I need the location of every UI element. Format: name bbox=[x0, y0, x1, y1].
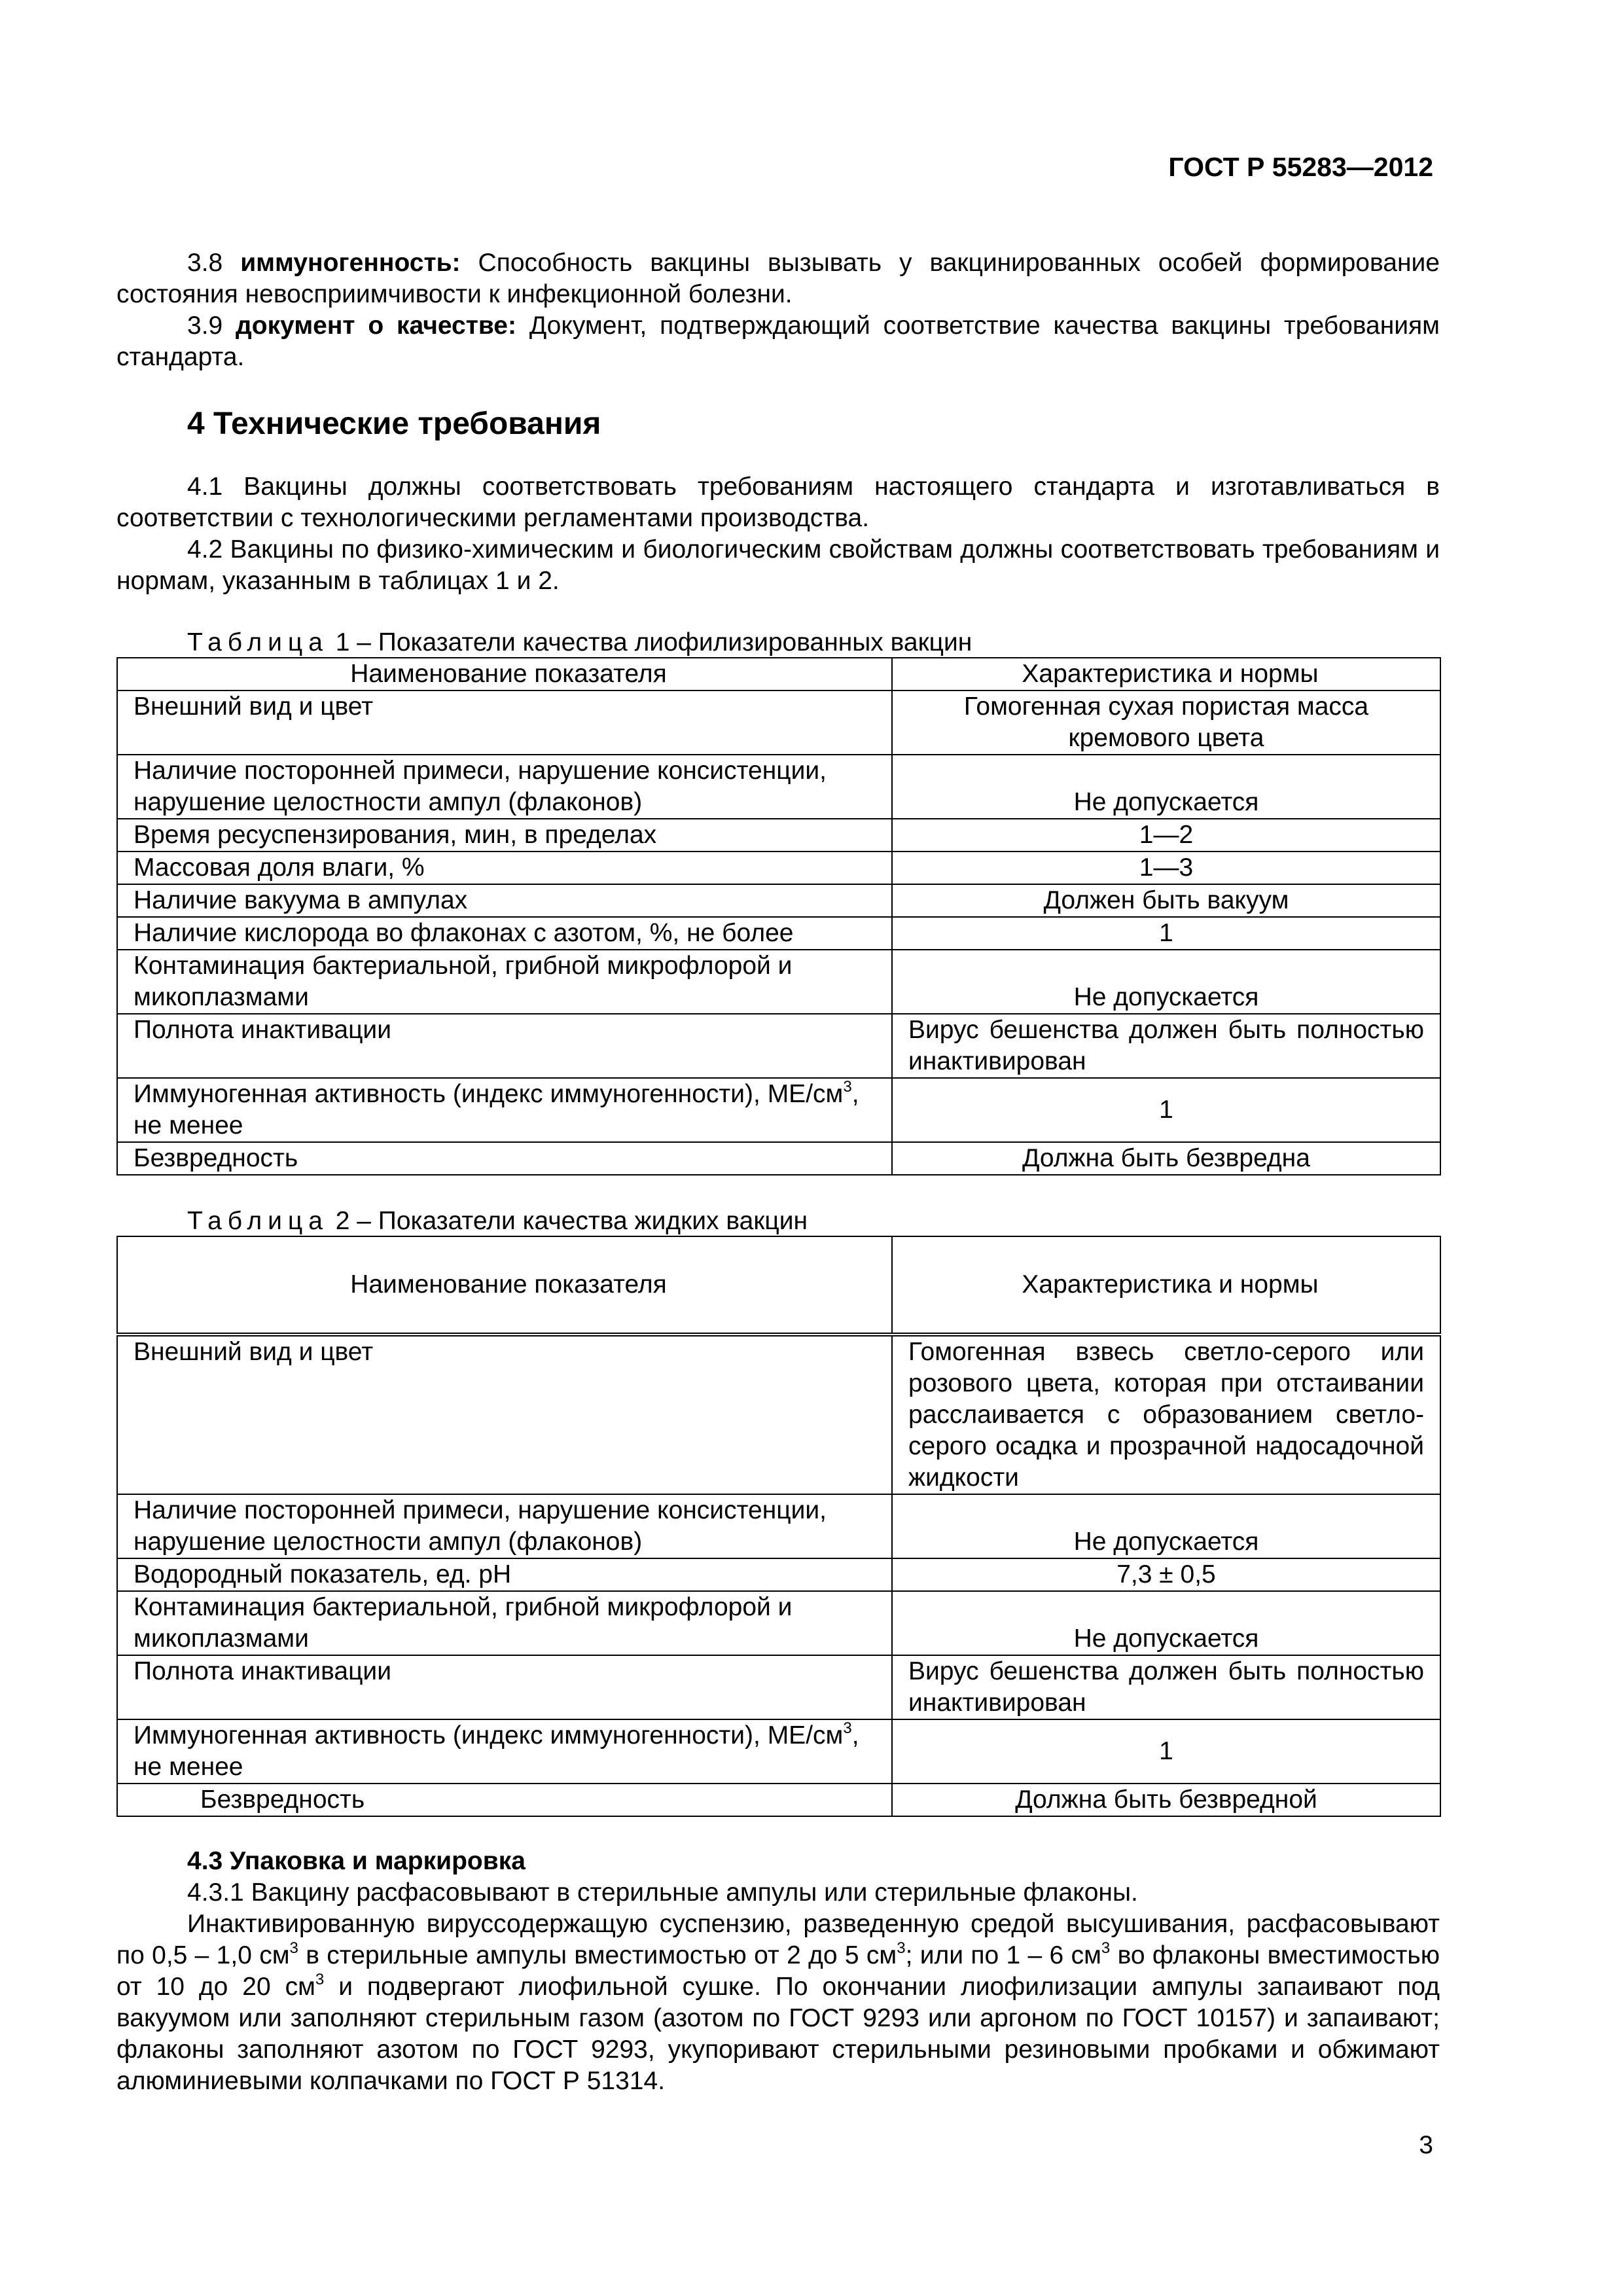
table-cell: 1—2 bbox=[892, 819, 1440, 852]
document-code: ГОСТ Р 55283—2012 bbox=[1168, 152, 1433, 182]
page-number: 3 bbox=[1419, 2131, 1433, 2159]
table-cell: Контаминация бактериальной, грибной микрофлорой и микоплазмами bbox=[117, 1591, 892, 1655]
table-cell: Не допускается bbox=[892, 755, 1440, 819]
cell-text: Иммуногенная активность (индекс иммуногенности), МЕ/см bbox=[134, 1721, 844, 1749]
table-caption-text: 1 – Показатели качества лиофилизированных вакцин bbox=[328, 628, 972, 656]
table-cell: Должна быть безвредна bbox=[892, 1142, 1440, 1175]
table-row bbox=[117, 917, 1440, 950]
table-row bbox=[117, 755, 1440, 819]
table-cell: Время ресуспензирования, мин, в пределах bbox=[117, 819, 892, 852]
table-cell: 1 bbox=[892, 1719, 1440, 1784]
table-cell: Не допускается bbox=[892, 1494, 1440, 1558]
table-cell: 1 bbox=[892, 917, 1440, 950]
paragraph-text: ; или по 1 – 6 см bbox=[905, 1941, 1101, 1969]
table-row bbox=[117, 1078, 1440, 1142]
table-row bbox=[117, 1494, 1440, 1558]
packaging-paragraph bbox=[116, 1909, 1440, 2097]
term: иммуногенность: bbox=[240, 249, 461, 277]
superscript: 3 bbox=[843, 1078, 852, 1096]
table-row bbox=[117, 1655, 1440, 1719]
cell-text: Иммуногенная активность (индекс иммуногенности), МЕ/см bbox=[134, 1080, 844, 1108]
table-cell: 7,3 ± 0,5 bbox=[892, 1558, 1440, 1591]
column-header: Характеристика и нормы bbox=[892, 658, 1440, 691]
superscript: 3 bbox=[1101, 1939, 1111, 1957]
table-cell: Безвредность bbox=[117, 1142, 892, 1175]
section-heading: 4 Технические требования bbox=[187, 406, 601, 441]
table-cell: Гомогенная взвесь светло-серого или розового цвета, которая при отстаивании расслаивается с образованием светло-серого осадка и прозрачной надосадочной жидкости bbox=[892, 1335, 1440, 1494]
table-cell: Наличие кислорода во флаконах с азотом, %, не более bbox=[117, 917, 892, 950]
table1 bbox=[116, 657, 1441, 1175]
column-header: Наименование показателя bbox=[117, 658, 892, 691]
table-cell: Безвредность bbox=[117, 1784, 892, 1816]
table-row bbox=[117, 884, 1440, 917]
table-cell: Внешний вид и цвет bbox=[117, 1335, 892, 1494]
table-row bbox=[117, 1014, 1440, 1078]
table-cell: Гомогенная сухая пористая масса кремового цвета bbox=[892, 691, 1440, 755]
table-row bbox=[117, 1784, 1440, 1816]
table-cell: Наличие посторонней примеси, нарушение консистенции, нарушение целостности ампул (флаконов) bbox=[117, 1494, 892, 1558]
definition-3-8 bbox=[116, 247, 1440, 310]
table-caption-text: 2 – Показатели качества жидких вакцин bbox=[328, 1207, 808, 1235]
table-header-row bbox=[117, 658, 1440, 691]
subsection-heading: 4.3 Упаковка и маркировка bbox=[187, 1847, 526, 1875]
table-cell: Вирус бешенства должен быть полностью инактивирован bbox=[892, 1655, 1440, 1719]
table-row bbox=[117, 819, 1440, 852]
definition-3-9 bbox=[116, 310, 1440, 373]
table-row bbox=[117, 1142, 1440, 1175]
superscript: 3 bbox=[315, 1971, 325, 1988]
superscript: 3 bbox=[897, 1939, 906, 1957]
clause-4-1: 4.1 Вакцины должны соответствовать требованиям настоящего стандарта и изготавливаться в соответствии с технологическими регламентами производства. bbox=[116, 473, 1440, 532]
table-row bbox=[117, 1335, 1440, 1494]
table-cell bbox=[117, 1719, 892, 1784]
table-word: Таблица bbox=[187, 1207, 329, 1235]
table-row bbox=[117, 1591, 1440, 1655]
clause-4-2: 4.2 Вакцины по физико-химическим и биологическим свойствам должны соответствовать требованиям и нормам, указанным в таблицах 1 и 2. bbox=[116, 535, 1440, 595]
cell-text: , не менее bbox=[134, 1080, 859, 1139]
paragraph-text: и подвергают лиофильной сушке. По окончании лиофилизации ампулы запаивают под вакуумом или заполняют стерильным газом (азотом по ГОСТ 9293 или аргоном по ГОСТ 10157) и запаивают; флаконы заполняют азотом по ГОСТ 9293, укупоривают стерильными резиновыми пробками и обжимают алюминиевыми колпачками по ГОСТ Р 51314. bbox=[116, 1973, 1440, 2095]
table-cell: Водородный показатель, ед. pH bbox=[117, 1558, 892, 1591]
table-row bbox=[117, 1719, 1440, 1784]
superscript: 3 bbox=[289, 1939, 298, 1957]
table-cell: Наличие вакуума в ампулах bbox=[117, 884, 892, 917]
table-cell bbox=[117, 1078, 892, 1142]
clause-number: 3.9 bbox=[187, 312, 223, 340]
table1-caption bbox=[116, 628, 1440, 657]
table-cell: Наличие посторонней примеси, нарушение консистенции, нарушение целостности ампул (флаконов) bbox=[117, 755, 892, 819]
definition-text: Способность вакцины вызывать у вакцинированных особей формирование состояния невосприимчивости к инфекционной болезни. bbox=[116, 249, 1440, 308]
table-row bbox=[117, 852, 1440, 884]
table-row bbox=[117, 950, 1440, 1014]
table-cell: 1—3 bbox=[892, 852, 1440, 884]
table-cell: Не допускается bbox=[892, 950, 1440, 1014]
table-cell: Полнота инактивации bbox=[117, 1014, 892, 1078]
term: документ о качестве: bbox=[236, 312, 516, 340]
table-cell: Полнота инактивации bbox=[117, 1655, 892, 1719]
table-row bbox=[117, 1558, 1440, 1591]
column-header: Характеристика и нормы bbox=[892, 1236, 1440, 1335]
document-body bbox=[116, 247, 1440, 2097]
paragraph-text: Инактивированную вируссодержащую суспензию, разведенную средой высушивания, расфасовывают по 0,5 – 1,0 см bbox=[116, 1910, 1440, 1969]
table-word: Таблица bbox=[187, 628, 329, 656]
superscript: 3 bbox=[843, 1719, 852, 1737]
table-cell: Не допускается bbox=[892, 1591, 1440, 1655]
table-cell: Массовая доля влаги, % bbox=[117, 852, 892, 884]
table2-caption bbox=[116, 1207, 1440, 1236]
table2 bbox=[116, 1236, 1441, 1817]
paragraph-text: во флаконы вместимостью от 10 до 20 см bbox=[116, 1941, 1440, 2001]
table-row bbox=[117, 691, 1440, 755]
table-cell: 1 bbox=[892, 1078, 1440, 1142]
paragraph-text: в стерильные ампулы вместимостью от 2 до 5 см bbox=[298, 1941, 897, 1969]
column-header: Наименование показателя bbox=[117, 1236, 892, 1335]
table-header-row bbox=[117, 1236, 1440, 1335]
clause-number: 3.8 bbox=[187, 249, 223, 277]
cell-text: , не менее bbox=[134, 1721, 859, 1781]
table-cell: Должен быть вакуум bbox=[892, 884, 1440, 917]
table-cell: Контаминация бактериальной, грибной микрофлорой и микоплазмами bbox=[117, 950, 892, 1014]
table-cell: Вирус бешенства должен быть полностью инактивирован bbox=[892, 1014, 1440, 1078]
definition-text: Документ, подтверждающий соответствие качества вакцины требованиям стандарта. bbox=[116, 312, 1440, 371]
table-cell: Должна быть безвредной bbox=[892, 1784, 1440, 1816]
table-cell: Внешний вид и цвет bbox=[117, 691, 892, 755]
clause-4-3-1: 4.3.1 Вакцину расфасовывают в стерильные ампулы или стерильные флаконы. bbox=[187, 1878, 1138, 1907]
